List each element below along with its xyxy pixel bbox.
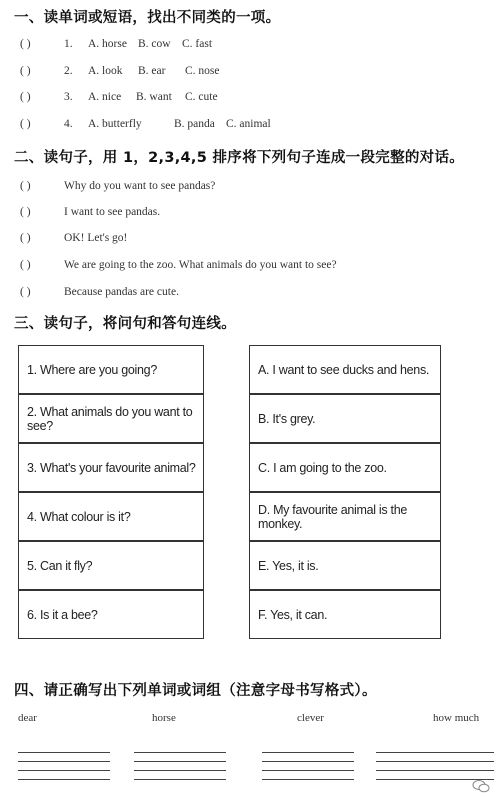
dialogue-sentence: OK! Let's go! xyxy=(64,232,128,244)
option-c: C. cute xyxy=(185,91,218,103)
dialogue-row-4 xyxy=(20,259,337,271)
answer-blank[interactable]: ( ) xyxy=(20,118,31,130)
dialogue-row-2 xyxy=(20,206,160,218)
answer-box-f[interactable]: F. Yes, it can. xyxy=(249,590,441,639)
copy-word-1: dear xyxy=(18,712,37,724)
question-number: 3. xyxy=(64,91,73,103)
answer-blank[interactable]: ( ) xyxy=(20,286,31,298)
dialogue-row-5 xyxy=(20,286,179,298)
answer-blank[interactable]: ( ) xyxy=(20,180,31,192)
dialogue-sentence: Why do you want to see pandas? xyxy=(64,180,216,192)
answer-box-c[interactable]: C. I am going to the zoo. xyxy=(249,443,441,492)
question-number: 4. xyxy=(64,118,73,130)
question-box-2[interactable]: 2. What animals do you want to see? xyxy=(18,394,204,443)
writing-lines-2[interactable] xyxy=(134,752,226,788)
question-box-1[interactable]: 1. Where are you going? xyxy=(18,345,204,394)
option-c: C. animal xyxy=(226,118,271,130)
writing-lines-1[interactable] xyxy=(18,752,110,788)
answer-blank[interactable]: ( ) xyxy=(20,65,31,77)
answer-box-b[interactable]: B. It's grey. xyxy=(249,394,441,443)
option-b: B. ear xyxy=(138,65,166,77)
option-a: A. look xyxy=(88,65,123,77)
question-row-1 xyxy=(20,38,212,50)
answer-box-a[interactable]: A. I want to see ducks and hens. xyxy=(249,345,441,394)
answer-blank[interactable]: ( ) xyxy=(20,91,31,103)
answer-blank[interactable]: ( ) xyxy=(20,259,31,271)
writing-lines-3[interactable] xyxy=(262,752,354,788)
section1-heading: 一、读单词或短语，找出不同类的一项。 xyxy=(14,10,281,26)
question-box-5[interactable]: 5. Can it fly? xyxy=(18,541,204,590)
question-number: 2. xyxy=(64,65,73,77)
option-b: B. cow xyxy=(138,38,171,50)
option-c: C. nose xyxy=(185,65,220,77)
option-a: A. nice xyxy=(88,91,122,103)
copy-word-2: horse xyxy=(152,712,176,724)
section3-heading: 三、读句子，将问句和答句连线。 xyxy=(14,316,236,332)
section2-heading: 二、读句子，用 1，2,3,4,5 排序将下列句子连成一段完整的对话。 xyxy=(14,150,465,166)
section4-heading: 四、请正确写出下列单词或词组（注意字母书写格式）。 xyxy=(14,683,377,699)
answer-blank[interactable]: ( ) xyxy=(20,38,31,50)
question-row-4 xyxy=(20,118,271,130)
option-a: A. horse xyxy=(88,38,127,50)
option-b: B. want xyxy=(136,91,172,103)
option-a: A. butterfly xyxy=(88,118,142,130)
wechat-icon xyxy=(472,779,490,793)
answer-box-e[interactable]: E. Yes, it is. xyxy=(249,541,441,590)
question-number: 1. xyxy=(64,38,73,50)
copy-word-3: clever xyxy=(297,712,324,724)
question-row-3 xyxy=(20,91,218,103)
dialogue-row-1 xyxy=(20,180,215,192)
question-box-4[interactable]: 4. What colour is it? xyxy=(18,492,204,541)
question-box-3[interactable]: 3. What's your favourite animal? xyxy=(18,443,204,492)
dialogue-sentence: We are going to the zoo. What animals do you want to see? xyxy=(64,259,337,271)
dialogue-sentence: I want to see pandas. xyxy=(64,206,161,218)
dialogue-row-3 xyxy=(20,232,127,244)
copy-word-4: how much xyxy=(433,712,480,724)
answer-box-d[interactable]: D. My favourite animal is the monkey. xyxy=(249,492,441,541)
question-box-6[interactable]: 6. Is it a bee? xyxy=(18,590,204,639)
option-b: B. panda xyxy=(174,118,215,130)
question-row-2 xyxy=(20,65,220,77)
answer-blank[interactable]: ( ) xyxy=(20,206,31,218)
answer-blank[interactable]: ( ) xyxy=(20,232,31,244)
option-c: C. fast xyxy=(182,38,213,50)
dialogue-sentence: Because pandas are cute. xyxy=(64,286,179,298)
